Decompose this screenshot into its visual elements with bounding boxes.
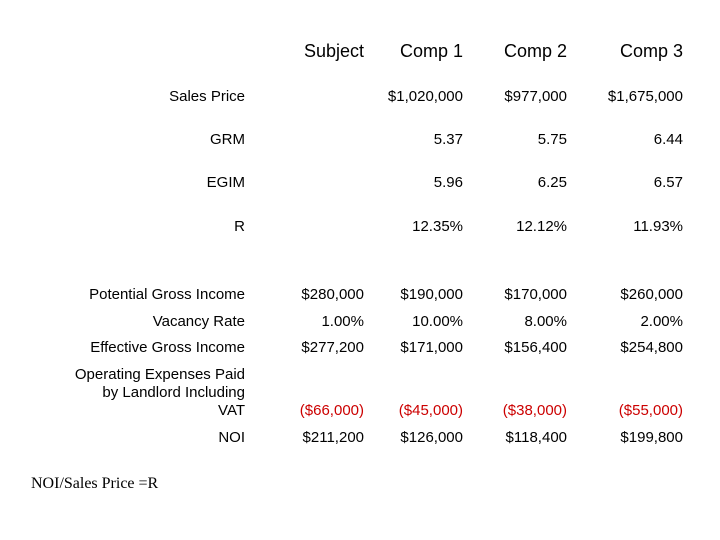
value-grm-comp-2: 5.75 (537, 131, 567, 148)
value-sales-price-comp-2: $977,000 (504, 88, 567, 105)
value-opex-comp-3: ($55,000) (618, 402, 683, 419)
value-grm-comp-3: 6.44 (653, 131, 683, 148)
operating-expenses-label-line-3: VAT (218, 402, 245, 419)
value-sales-price-comp-1: $1,020,000 (387, 88, 463, 105)
operating-expenses-label-line-1: Operating Expenses Paid (74, 366, 245, 383)
row-label-sales-price: Sales Price (169, 88, 245, 105)
row-label-r: R (234, 218, 245, 235)
value-egi-comp-1: $171,000 (400, 339, 463, 356)
value-opex-subject: ($66,000) (299, 402, 364, 419)
row-label-egim: EGIM (206, 174, 245, 191)
row-label-grm: GRM (210, 131, 245, 148)
value-egi-comp-2: $156,400 (504, 339, 567, 356)
value-r-comp-1: 12.35% (412, 218, 463, 235)
value-opex-comp-2: ($38,000) (502, 402, 567, 419)
header-comp-2: Comp 2 (503, 41, 567, 61)
value-noi-comp-3: $199,800 (620, 429, 683, 446)
value-egim-comp-3: 6.57 (653, 174, 683, 191)
row-label-vacancy-rate: Vacancy Rate (152, 313, 245, 330)
value-opex-comp-1: ($45,000) (398, 402, 463, 419)
value-pgi-subject: $280,000 (301, 286, 364, 303)
value-grm-comp-1: 5.37 (433, 131, 463, 148)
value-pgi-comp-3: $260,000 (620, 286, 683, 303)
value-vacancy-comp-3: 2.00% (640, 313, 683, 330)
header-comp-1: Comp 1 (399, 41, 463, 61)
value-noi-subject: $211,200 (302, 429, 364, 446)
header-comp-3: Comp 3 (619, 41, 683, 61)
value-pgi-comp-2: $170,000 (504, 286, 567, 303)
row-label-potential-gross-income: Potential Gross Income (89, 286, 245, 303)
value-egi-comp-3: $254,800 (620, 339, 683, 356)
row-label-effective-gross-income: Effective Gross Income (90, 339, 245, 356)
value-r-comp-2: 12.12% (516, 218, 567, 235)
value-egim-comp-2: 6.25 (537, 174, 567, 191)
value-sales-price-comp-3: $1,675,000 (607, 88, 683, 105)
value-vacancy-subject: 1.00% (321, 313, 364, 330)
value-vacancy-comp-2: 8.00% (524, 313, 567, 330)
value-vacancy-comp-1: 10.00% (412, 313, 463, 330)
value-noi-comp-1: $126,000 (400, 429, 463, 446)
value-egi-subject: $277,200 (301, 339, 364, 356)
header-subject: Subject (303, 41, 364, 61)
footnote-formula: NOI/Sales Price =R (31, 475, 159, 492)
value-noi-comp-2: $118,400 (505, 429, 567, 446)
row-label-operating-expenses (75, 366, 245, 420)
value-egim-comp-1: 5.96 (433, 174, 463, 191)
operating-expenses-label-line-2: by Landlord Including (102, 384, 245, 401)
row-label-noi: NOI (218, 429, 245, 446)
value-r-comp-3: 11.93% (633, 218, 683, 235)
value-pgi-comp-1: $190,000 (400, 286, 463, 303)
